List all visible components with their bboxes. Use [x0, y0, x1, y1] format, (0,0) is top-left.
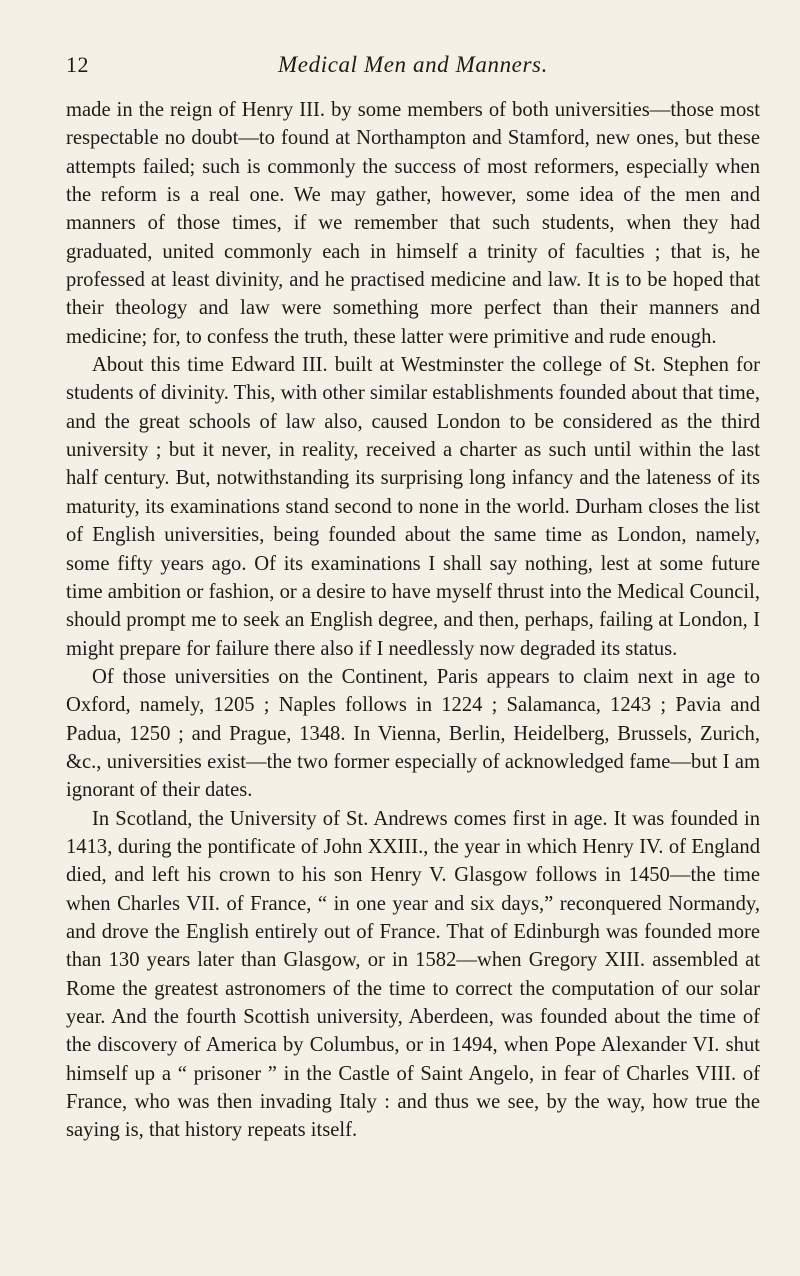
paragraph-continued: made in the reign of Henry III. by some members of both universities—those most respectable no doubt—to found at Northampton and Stamford, new ones, but these attempts failed; such is commonly the success of most reformers, especially when the reform is a real one. We may gather, however, some idea of the men and manners of those times, if we remember that such students, when they had graduated, united commonly each in himself a trinity of faculties ; that is, he professed at least divinity, and he practised medicine and law. It is to be hoped that their theology and law were something more perfect than their manners and medicine; for, to confess the truth, these latter were primitive and rude enough.: [66, 99, 760, 348]
body-text: [66, 96, 760, 1145]
paragraph-scotland: In Scotland, the University of St. Andrews comes first in age. It was founded in 1413, during the pontificate of John XXIII., the year in which Henry IV. of England died, and left his crown to his son Henry V. Glasgow follows in 1450—the time when Charles VII. of France, “ in one year and six days,” reconquered Normandy, and drove the English entirely out of France. That of Edinburgh was founded more than 130 years later than Glasgow, or in 1582—when Gregory XIII. assembled at Rome the greatest astronomers of the time to correct the computation of our solar year. And the fourth Scottish university, Aberdeen, was founded about the time of the discovery of America by Columbus, or in 1494, when Pope Alexander VI. shut himself up a “ prisoner ” in the Castle of Saint Angelo, in fear of Charles VIII. of France, who was then invading Italy : and thus we see, by the way, how true the saying is, that history repeats itself.: [66, 807, 760, 1142]
paragraph-continent: Of those universities on the Continent, Paris appears to claim next in age to Oxford, namely, 1205 ; Naples follows in 1224 ; Salamanca, 1243 ; Pavia and Padua, 1250 ; and Prague, 1348. In Vienna, Berlin, Heidelberg, Brussels, Zurich, &c., universities exist—the two former especially of acknowledged fame—but I am ignorant of their dates.: [66, 665, 760, 802]
running-title: Medical Men and Manners.: [278, 52, 548, 77]
page-number: 12: [66, 52, 89, 77]
paragraph-westminster: About this time Edward III. built at Westminster the college of St. Stephen for students of divinity. This, with other similar establishments founded about that time, and the great schools of law also, caused London to be considered as the third university ; but it never, in reality, received a charter as such until within the last half century. But, notwithstanding its surprising long infancy and the lateness of its maturity, its examinations stand second to none in the world. Durham closes the list of English universities, being founded about the same time as London, namely, some fifty years ago. Of its examinations I shall say nothing, lest at some future time ambition or fashion, or a desire to have myself thrust into the Medical Council, should prompt me to seek an English degree, and then, perhaps, failing at London, I might prepare for failure there also if I needlessly now degraded its status.: [66, 354, 760, 660]
running-head: [66, 52, 760, 86]
